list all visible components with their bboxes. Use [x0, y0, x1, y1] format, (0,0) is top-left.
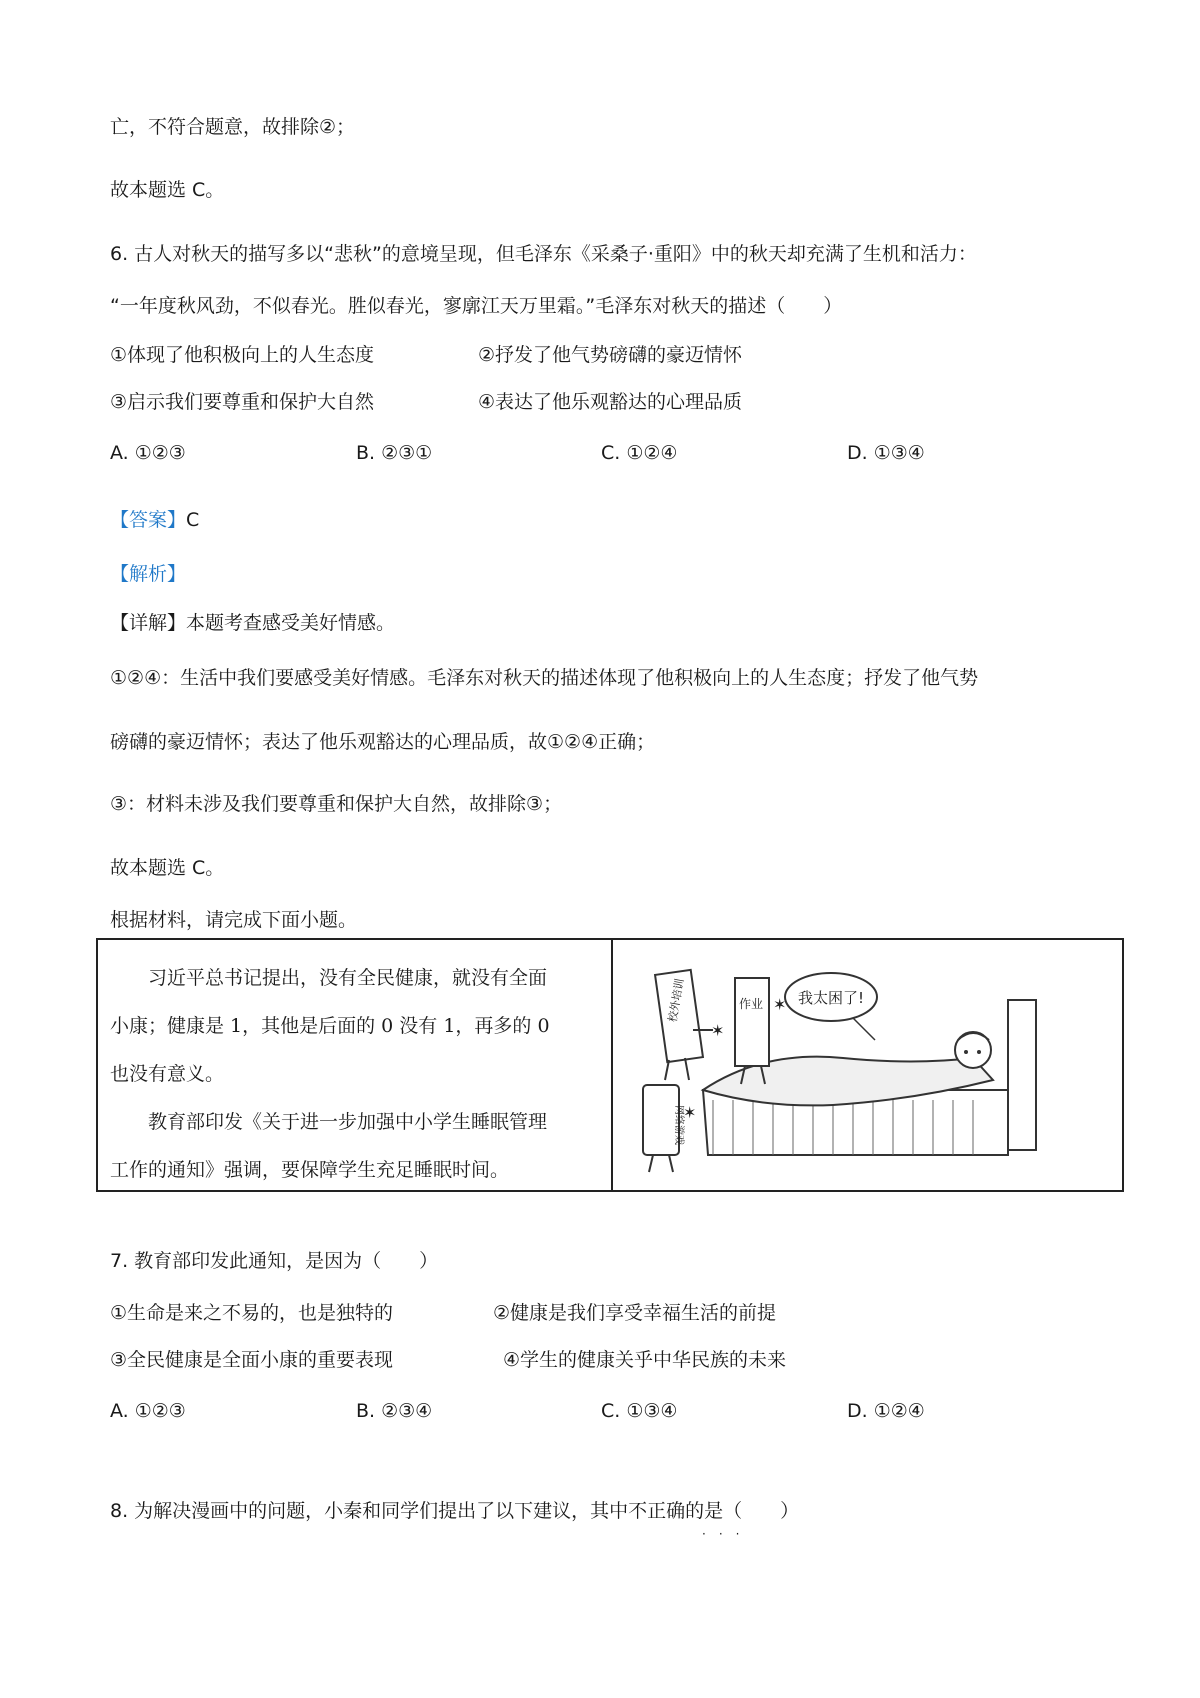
book-tutoring-label: 校外培训: [666, 977, 687, 1024]
q6-explanation-line1: ①②④：生活中我们要感受美好情感。毛泽东对秋天的描述体现了他积极向上的人生态度；抒发了他气势: [110, 667, 979, 689]
bed-headboard: [1008, 1000, 1036, 1150]
material-table: [96, 938, 1124, 1192]
q6-explanation-line3: ③：材料未涉及我们要尊重和保护大自然，故排除③；: [110, 793, 563, 815]
q6-option-c: C. ①②④: [601, 442, 678, 464]
q6-options: [110, 442, 1110, 470]
svg-text:✶: ✶: [683, 1103, 697, 1122]
q6-explanation-line2: 磅礴的豪迈情怀；表达了他乐观豁达的心理品质，故①②④正确；: [110, 731, 656, 753]
q6-conclusion: 故本题选 C。: [110, 857, 225, 879]
q7-option-d: D. ①②④: [847, 1400, 925, 1422]
q7-option-c: C. ①③④: [601, 1400, 678, 1422]
speech-text: 我太困了!: [797, 989, 865, 1007]
q7-item-2: ②健康是我们享受幸福生活的前提: [493, 1302, 777, 1324]
q6-option-d: D. ①③④: [847, 442, 925, 464]
q6-option-b: B. ②③①: [356, 442, 433, 464]
book-homework-label: 作业: [739, 997, 764, 1011]
prev-explanation-line: 亡，不符合题意，故排除②；: [110, 116, 356, 138]
material-para2-line2: 工作的通知》强调，要保障学生充足睡眠时间。: [110, 1159, 510, 1181]
q7-item-3: ③全民健康是全面小康的重要表现: [110, 1349, 394, 1371]
q6-item-1: ①体现了他积极向上的人生态度: [110, 344, 375, 366]
q7-option-a: A. ①②③: [110, 1400, 186, 1422]
q6-stem-line2: “一年度秋风劲，不似春光。胜似春光，寥廓江天万里霜。”毛泽东对秋天的描述（ ）: [110, 295, 843, 317]
q6-option-a: A. ①②③: [110, 442, 186, 464]
prev-conclusion: 故本题选 C。: [110, 179, 225, 201]
q7-item-4: ④学生的健康关乎中华民族的未来: [503, 1349, 787, 1371]
answer-tag: 【答案】: [110, 509, 187, 531]
q6-item-3: ③启示我们要尊重和保护大自然: [110, 391, 375, 413]
svg-text:✶: ✶: [711, 1021, 725, 1040]
q6-analysis-tag: 【解析】: [110, 563, 187, 585]
q6-item-2: ②抒发了他气势磅礴的豪迈情怀: [478, 344, 743, 366]
q7-stem: 7. 教育部印发此通知，是因为（ ）: [110, 1250, 439, 1272]
q8-stem: 8. 为解决漫画中的问题，小秦和同学们提出了以下建议，其中不正确的是（ ）: [110, 1500, 800, 1522]
q6-item-4: ④表达了他乐观豁达的心理品质: [478, 391, 743, 413]
material-text-cell: [97, 939, 612, 1191]
material-para2-line1: 教育部印发《关于进一步加强中小学生睡眠管理: [148, 1111, 548, 1133]
material-para1-line3: 也没有意义。: [110, 1063, 225, 1085]
phone-label: 网络游戏: [673, 1105, 684, 1145]
q6-detail: 【详解】本题考查感受美好情感。: [110, 612, 396, 634]
material-intro: 根据材料，请完成下面小题。: [110, 909, 358, 931]
q7-options: [110, 1400, 1110, 1428]
material-para1-line2: 小康；健康是 1，其他是后面的 0 没有 1，再多的 0: [110, 1015, 550, 1037]
q7-item-1: ①生命是来之不易的，也是独特的: [110, 1302, 394, 1324]
q6-stem-line1: 6. 古人对秋天的描写多以“悲秋”的意境呈现，但毛泽东《采桑子·重阳》中的秋天却充满了生机和活力：: [110, 243, 977, 265]
q7-option-b: B. ②③④: [356, 1400, 433, 1422]
q8-emphasis-dots: ···: [702, 1527, 753, 1541]
material-para1-line1: 习近平总书记提出，没有全民健康，就没有全面: [148, 967, 548, 989]
svg-text:✶: ✶: [773, 995, 787, 1014]
answer-value: C: [186, 509, 200, 531]
sleepy-student-cartoon: [613, 940, 1123, 1190]
cartoon-cell: [612, 939, 1123, 1191]
book-homework: [735, 978, 769, 1066]
q6-answer: [110, 505, 199, 532]
